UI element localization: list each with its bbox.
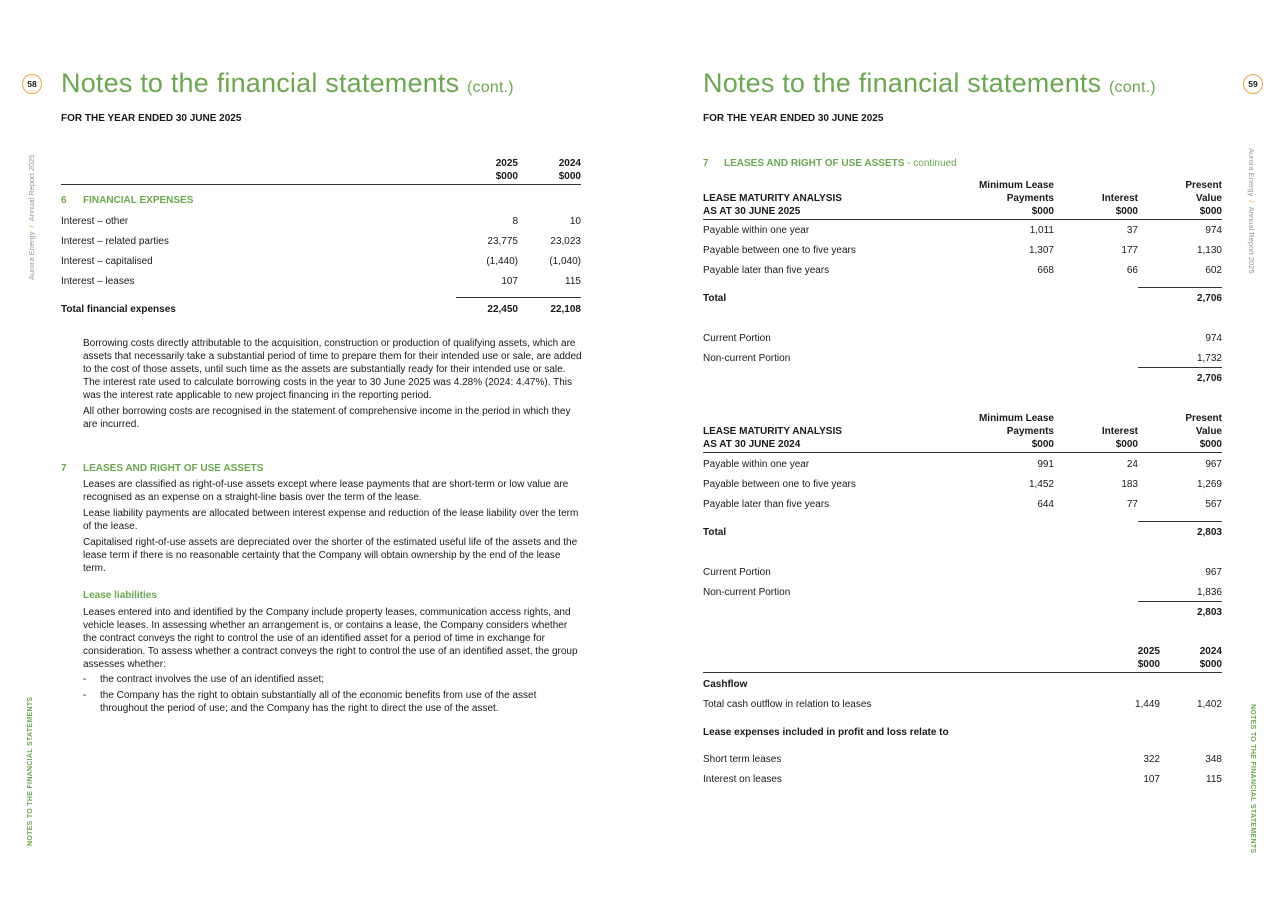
side-section-label: NOTES TO THE FINANCIAL STATEMENTS <box>27 696 34 846</box>
cashflow-heading: Cashflow <box>703 679 748 690</box>
row-label: Interest – capitalised <box>61 256 153 267</box>
title-text: Notes to the financial statements <box>61 68 460 98</box>
lease-expenses-heading: Lease expenses included in profit and loss relate to <box>703 727 949 738</box>
section6-number: 6 <box>61 195 67 206</box>
row-label: Payable later than five years <box>703 499 830 510</box>
header-rule <box>61 184 581 185</box>
bullet-item: the contract involves the use of an identified asset; <box>100 674 325 685</box>
col-header-2025: 2025 <box>1137 646 1160 657</box>
side-report: Annual Report 2025 <box>1247 206 1256 274</box>
col-header-interest: Interest <box>1101 193 1138 204</box>
row-value-2025: 322 <box>1143 754 1160 765</box>
borrowing-costs-text <box>83 337 583 434</box>
row-value-2025: 107 <box>1143 774 1160 785</box>
row-label: Payable later than five years <box>703 265 830 276</box>
paragraph: Borrowing costs directly attributable to the acquisition, construction or production of qualifying assets, which are assets that necessarily take a substantial period of time to prepare them for their intended use or sale, are added to the cost of those assets, until such time as the assets are substantially ready for their intended use or sale. The interest rate used to calculate borrowing costs in the year to 30 June 2025 was 4.28% (2024: 4.47%). This was the interest rate applicable to new project financing in the reporting period. <box>83 338 582 401</box>
row-interest: 24 <box>1126 459 1138 470</box>
row-interest: 37 <box>1126 225 1138 236</box>
col-header-pv: Present <box>1185 180 1222 191</box>
paragraph: Lease liability payments are allocated between interest expense and reduction of the lease liability over the term of the lease. <box>83 508 579 532</box>
row-label: Interest – other <box>61 216 129 227</box>
col-header-pv-unit: $000 <box>1199 439 1222 450</box>
side-report-label: Aurora Energy / Annual Report 2025 <box>1247 148 1256 274</box>
row-value-2024: 348 <box>1205 754 1222 765</box>
total-value: 2,803 <box>1196 527 1222 538</box>
leases-text <box>83 478 583 578</box>
col-header-mlp-unit: $000 <box>1031 206 1054 217</box>
total-rule <box>1138 287 1222 288</box>
bullet-item: the Company has the right to obtain substantially all of the economic benefits from use of the asset throughout the period of use; and the Company has the right to direct the use of the asset. <box>100 690 537 714</box>
total-rule <box>1138 521 1222 522</box>
current-portion-label: Current Portion <box>703 567 771 578</box>
row-label: Payable within one year <box>703 225 810 236</box>
total-value-2025: 22,450 <box>487 304 518 315</box>
row-label: Interest – related parties <box>61 236 169 247</box>
col-unit-2025: $000 <box>1137 659 1160 670</box>
lease-liabilities-text <box>83 606 583 674</box>
col-header-mlp-unit: $000 <box>1031 439 1054 450</box>
page-number: 59 <box>1248 79 1258 89</box>
row-value-2025: 23,775 <box>487 236 518 247</box>
row-label: Interest on leases <box>703 774 782 785</box>
col-header-mlp: Payments <box>1006 426 1054 437</box>
row-pv: 567 <box>1205 499 1222 510</box>
row-value-2025: 107 <box>501 276 518 287</box>
table-subtitle: AS AT 30 JUNE 2025 <box>703 206 801 217</box>
title-cont: (cont.) <box>467 79 514 96</box>
noncurrent-portion-value: 1,732 <box>1196 353 1222 364</box>
row-value-2024: 115 <box>1206 774 1222 785</box>
page-title <box>61 68 514 99</box>
sum-rule <box>1138 601 1222 602</box>
total-value-2024: 22,108 <box>550 304 581 315</box>
col-unit-2025: $000 <box>495 171 518 182</box>
row-value-2024: 23,023 <box>550 236 581 247</box>
side-report: Annual Report 2025 <box>27 154 36 222</box>
section7-heading <box>724 157 957 170</box>
header-rule <box>703 452 1222 453</box>
row-value-2024: 1,402 <box>1196 699 1222 710</box>
row-value-2025: 1,449 <box>1134 699 1160 710</box>
row-value-2025: (1,440) <box>486 256 518 267</box>
header-rule <box>703 672 1222 673</box>
paragraph: All other borrowing costs are recognised in the statement of comprehensive income in the period in which they are incurred. <box>83 406 571 430</box>
row-pv: 1,130 <box>1196 245 1222 256</box>
table-title: LEASE MATURITY ANALYSIS <box>703 426 842 437</box>
lease-liabilities-heading: Lease liabilities <box>83 590 157 601</box>
col-unit-2024: $000 <box>1199 659 1222 670</box>
row-pv: 967 <box>1205 459 1222 470</box>
current-portion-value: 967 <box>1205 567 1222 578</box>
col-header-mlp: Payments <box>1006 193 1054 204</box>
row-interest: 77 <box>1126 499 1138 510</box>
row-pv: 1,269 <box>1196 479 1222 490</box>
total-value: 2,706 <box>1196 293 1222 304</box>
page-title <box>703 68 1156 99</box>
paragraph: Leases are classified as right-of-use assets except where lease payments that are short-term or low value are recognised as an expense on a straight-line basis over the term of the lease. <box>83 479 569 503</box>
col-header-mlp: Minimum Lease <box>978 180 1054 191</box>
header-rule <box>703 219 1222 220</box>
section7-title: LEASES AND RIGHT OF USE ASSETS <box>724 158 905 169</box>
page-number: 58 <box>27 79 37 89</box>
row-value-2024: 10 <box>569 216 581 227</box>
title-cont: (cont.) <box>1109 79 1156 96</box>
row-mlp: 991 <box>1037 459 1054 470</box>
col-header-pv: Value <box>1195 426 1222 437</box>
col-header-pv-unit: $000 <box>1199 206 1222 217</box>
col-header-2024: 2024 <box>1199 646 1222 657</box>
row-mlp: 1,011 <box>1029 225 1054 236</box>
page-number-badge <box>1243 74 1263 94</box>
col-header-pv: Present <box>1185 413 1222 424</box>
col-header-mlp: Minimum Lease <box>978 413 1054 424</box>
page-subtitle: FOR THE YEAR ENDED 30 JUNE 2025 <box>61 113 242 124</box>
row-interest: 183 <box>1121 479 1138 490</box>
side-section-label: NOTES TO THE FINANCIAL STATEMENTS <box>1249 704 1256 854</box>
row-label: Payable between one to five years <box>703 245 856 256</box>
section7-suffix: - continued <box>907 158 957 169</box>
sum-value: 2,803 <box>1196 607 1222 618</box>
page-number-badge <box>22 74 42 94</box>
total-rule <box>456 297 581 298</box>
row-value-2024: 115 <box>565 276 581 287</box>
section7-number: 7 <box>703 158 709 169</box>
col-header-interest-unit: $000 <box>1115 206 1138 217</box>
page-subtitle: FOR THE YEAR ENDED 30 JUNE 2025 <box>703 113 884 124</box>
row-label: Interest – leases <box>61 276 135 287</box>
side-report-label: Aurora Energy / Annual Report 2025 <box>27 154 36 280</box>
col-header-pv: Value <box>1195 193 1222 204</box>
section7-number: 7 <box>61 463 67 474</box>
current-portion-label: Current Portion <box>703 333 771 344</box>
row-mlp: 668 <box>1037 265 1054 276</box>
total-label: Total <box>703 527 727 538</box>
row-mlp: 1,307 <box>1028 245 1054 256</box>
bullet-mark: - <box>83 690 87 701</box>
side-company: Aurora Energy <box>1247 148 1256 197</box>
col-unit-2024: $000 <box>558 171 581 182</box>
side-company: Aurora Energy <box>27 231 36 280</box>
row-value-2024: (1,040) <box>549 256 581 267</box>
table-title: LEASE MATURITY ANALYSIS <box>703 193 842 204</box>
title-text: Notes to the financial statements <box>703 68 1102 98</box>
total-label: Total financial expenses <box>61 304 176 315</box>
bullet-mark: - <box>83 674 87 685</box>
row-label: Total cash outflow in relation to leases <box>703 699 872 710</box>
noncurrent-portion-label: Non-current Portion <box>703 587 791 598</box>
row-value-2025: 8 <box>512 216 518 227</box>
row-mlp: 1,452 <box>1028 479 1054 490</box>
col-header-2025: 2025 <box>495 158 518 169</box>
sum-value: 2,706 <box>1196 373 1222 384</box>
row-label: Short term leases <box>703 754 782 765</box>
col-header-2024: 2024 <box>558 158 581 169</box>
table-subtitle: AS AT 30 JUNE 2024 <box>703 439 801 450</box>
paragraph: Capitalised right-of-use assets are depreciated over the shorter of the estimated useful life of the assets and the lease term if there is no reasonable certainty that the Company will obtain ownership by the end of the lease term. <box>83 537 578 574</box>
row-mlp: 644 <box>1037 499 1054 510</box>
noncurrent-portion-label: Non-current Portion <box>703 353 791 364</box>
section6-title: FINANCIAL EXPENSES <box>83 195 194 206</box>
row-pv: 602 <box>1205 265 1222 276</box>
col-header-interest: Interest <box>1101 426 1138 437</box>
section7-title: LEASES AND RIGHT OF USE ASSETS <box>83 463 264 474</box>
row-pv: 974 <box>1205 225 1222 236</box>
sum-rule <box>1138 367 1222 368</box>
total-label: Total <box>703 293 727 304</box>
row-label: Payable within one year <box>703 459 810 470</box>
current-portion-value: 974 <box>1205 333 1222 344</box>
paragraph: Leases entered into and identified by the Company include property leases, communication access rights, and vehicle leases. In assessing whether an arrangement is, or contains a lease, the Company considers whether the contract conveys the right to control the use of an identified asset for a period of time in exchange for consideration. To assess whether a contract conveys the right to control the use of an identified asset, the group assesses whether: <box>83 607 578 670</box>
noncurrent-portion-value: 1,836 <box>1196 587 1222 598</box>
row-interest: 66 <box>1126 265 1138 276</box>
row-interest: 177 <box>1121 245 1138 256</box>
row-label: Payable between one to five years <box>703 479 856 490</box>
col-header-interest-unit: $000 <box>1115 439 1138 450</box>
